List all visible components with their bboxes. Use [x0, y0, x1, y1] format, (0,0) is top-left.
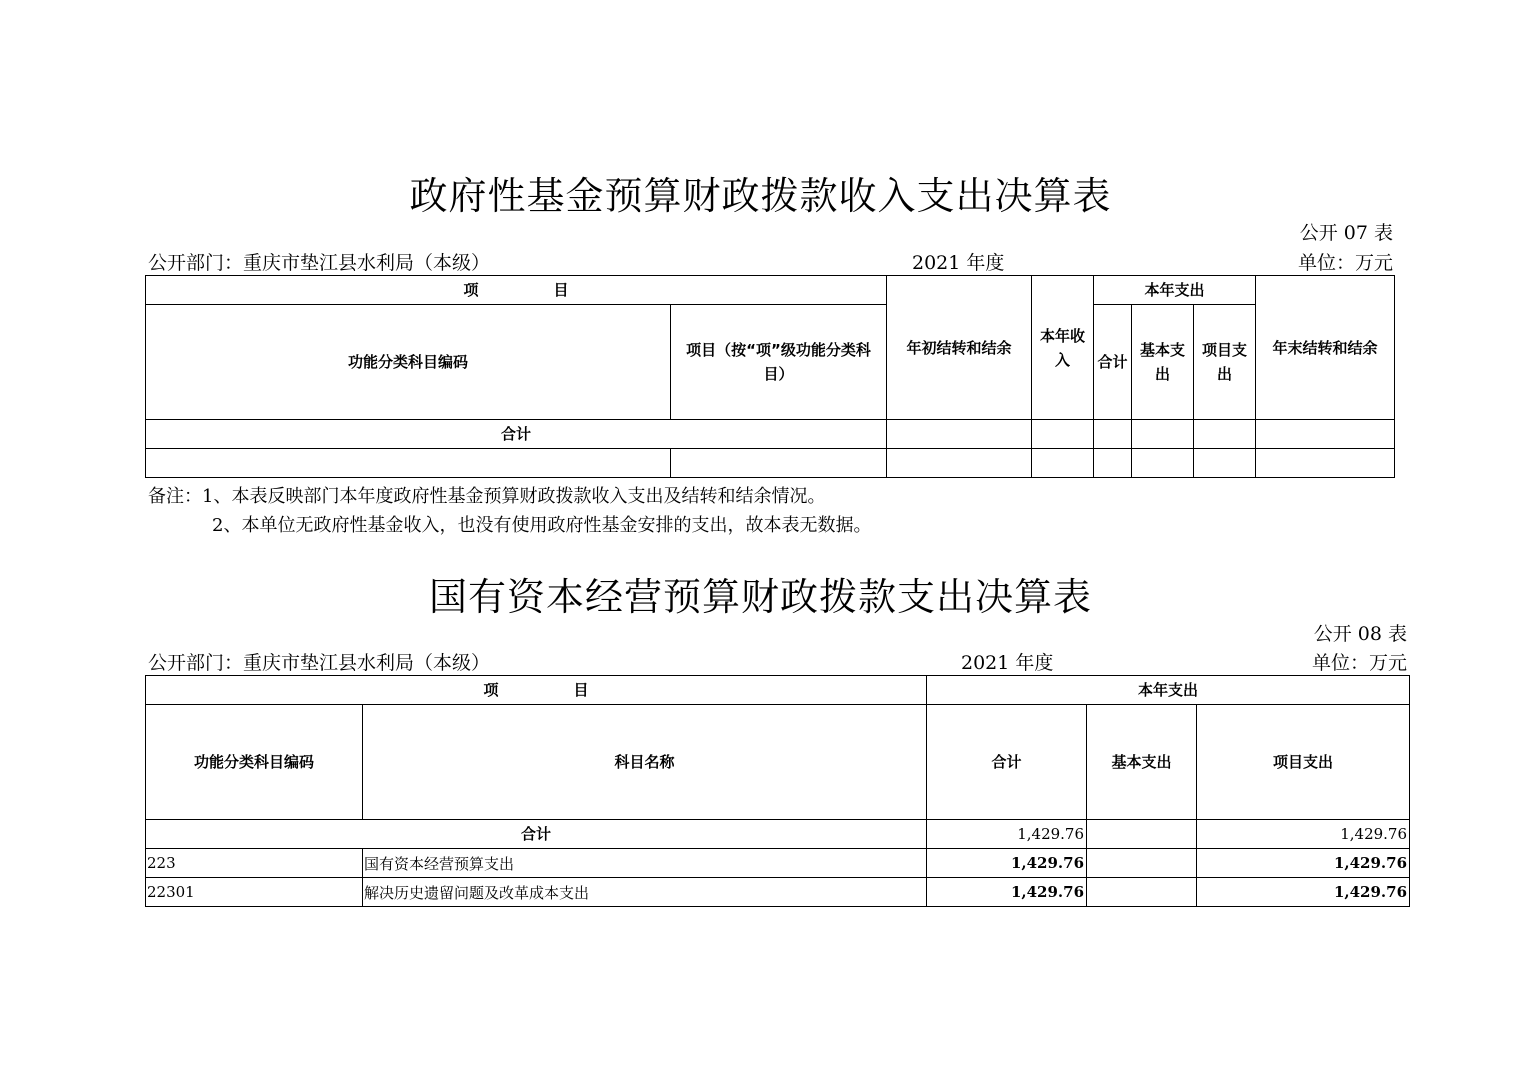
- t07-header-end-balance: 年末结转和结余: [1256, 276, 1395, 420]
- t07-header-expense-group: 本年支出: [1094, 276, 1256, 305]
- t07-cell: [1094, 420, 1132, 449]
- t07-table: [145, 275, 1395, 478]
- t08-table-no: 公开 08 表: [1313, 623, 1407, 645]
- t07-year: 2021 年度: [912, 252, 1005, 274]
- t07-cell: [1132, 449, 1194, 478]
- t07-cell: [1256, 420, 1395, 449]
- t08-header-code: 功能分类科目编码: [146, 705, 363, 820]
- t07-total-row: [146, 420, 1395, 449]
- t07-cell: [887, 420, 1032, 449]
- t08-row-basic: [1087, 878, 1197, 907]
- t07-dept: 公开部门：重庆市垫江县水利局（本级）: [148, 252, 491, 274]
- t08-total-label: 合计: [146, 820, 927, 849]
- t08-row-project: 1,429.76: [1197, 878, 1410, 907]
- t07-cell: [146, 449, 671, 478]
- t08-title: 国有资本经营预算财政拨款支出决算表: [428, 575, 1092, 619]
- t07-total-label: 合计: [146, 420, 887, 449]
- t08-row-code: 223: [146, 849, 363, 878]
- t08-year: 2021 年度: [961, 652, 1054, 674]
- t08-row-project: 1,429.76: [1197, 849, 1410, 878]
- t07-header-project: 项目支出: [1194, 305, 1256, 420]
- t08-dept: 公开部门：重庆市垫江县水利局（本级）: [148, 652, 491, 674]
- table-row: [146, 878, 1410, 907]
- t07-header-income: 本年收入: [1032, 276, 1094, 420]
- t07-cell: [1032, 449, 1094, 478]
- t07-cell: [1194, 449, 1256, 478]
- t07-cell: [1194, 420, 1256, 449]
- t08-total-row: [146, 820, 1410, 849]
- t08-row-code: 22301: [146, 878, 363, 907]
- t07-cell: [1132, 420, 1194, 449]
- t07-header-code: 功能分类科目编码: [146, 305, 671, 420]
- t08-row-total: 1,429.76: [927, 878, 1087, 907]
- t08-header-basic: 基本支出: [1087, 705, 1197, 820]
- t07-header-item-name: 项目（按“项”级功能分类科目）: [671, 305, 887, 420]
- t07-cell: [1256, 449, 1395, 478]
- t08-total-project: 1,429.76: [1197, 820, 1410, 849]
- t07-table-no: 公开 07 表: [1299, 222, 1393, 244]
- t07-header-begin-balance: 年初结转和结余: [887, 276, 1032, 420]
- t08-header-name: 科目名称: [363, 705, 927, 820]
- t07-cell: [887, 449, 1032, 478]
- t08-header-expense-group: 本年支出: [927, 676, 1410, 705]
- t07-cell: [1032, 420, 1094, 449]
- t08-unit: 单位：万元: [1311, 652, 1407, 674]
- t07-header-total: 合计: [1094, 305, 1132, 420]
- t08-row-name: 解决历史遗留问题及改革成本支出: [363, 878, 927, 907]
- t07-unit: 单位：万元: [1297, 252, 1393, 274]
- table-row: [146, 849, 1410, 878]
- t08-total-total: 1,429.76: [927, 820, 1087, 849]
- t08-row-total: 1,429.76: [927, 849, 1087, 878]
- t07-cell: [671, 449, 887, 478]
- t07-empty-row: [146, 449, 1395, 478]
- t08-table: [145, 675, 1410, 907]
- t08-header-item: 项 目: [146, 676, 927, 705]
- t07-header-basic: 基本支出: [1132, 305, 1194, 420]
- t07-note-2: 2、本单位无政府性基金收入，也没有使用政府性基金安排的支出，故本表无数据。: [212, 515, 872, 536]
- t08-header-project: 项目支出: [1197, 705, 1410, 820]
- t08-header-total: 合计: [927, 705, 1087, 820]
- t08-row-name: 国有资本经营预算支出: [363, 849, 927, 878]
- t08-row-basic: [1087, 849, 1197, 878]
- t07-title: 政府性基金预算财政拨款收入支出决算表: [409, 174, 1112, 218]
- t08-total-basic: [1087, 820, 1197, 849]
- t07-cell: [1094, 449, 1132, 478]
- t07-header-item: 项 目: [146, 276, 887, 305]
- t07-note-1: 备注：1、本表反映部门本年度政府性基金预算财政拨款收入支出及结转和结余情况。: [148, 486, 826, 507]
